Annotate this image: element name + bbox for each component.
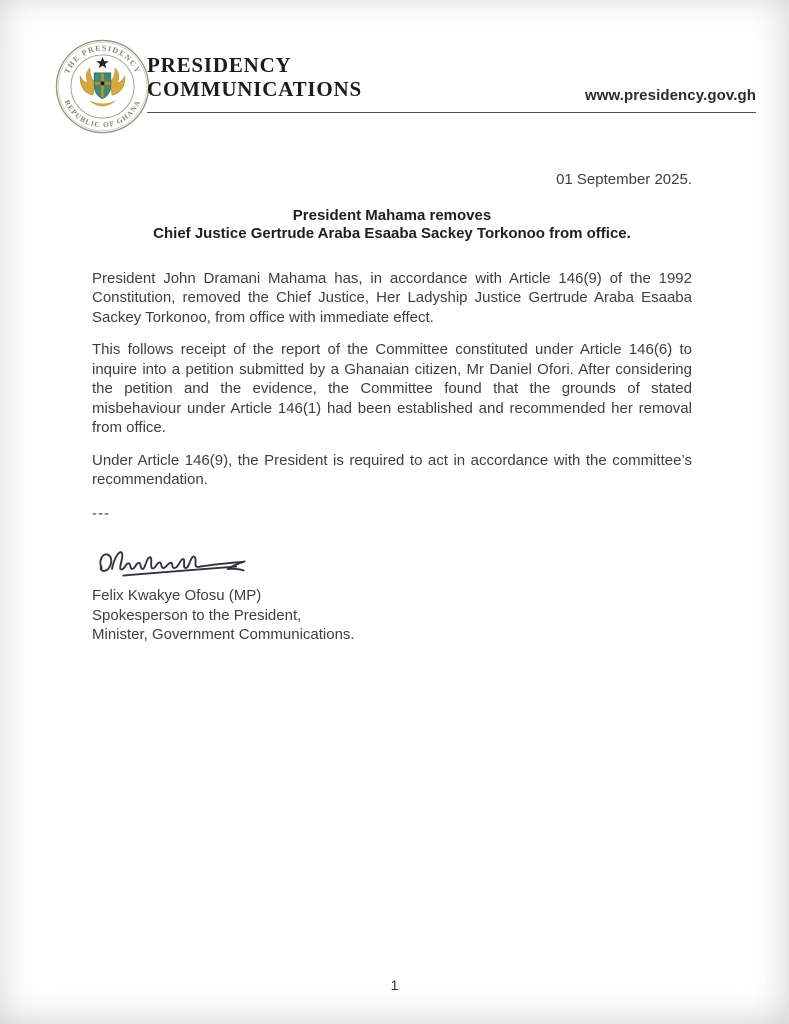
signatory-name: Felix Kwakye Ofosu (MP) [92, 587, 262, 604]
signatory-role1: Spokesperson to the President, [92, 606, 302, 624]
presidency-seal [54, 38, 151, 135]
masthead [147, 54, 362, 101]
signatory-block [92, 586, 692, 645]
letter-body [92, 170, 692, 645]
paragraph-1: President John Dramani Mahama has, in accordance with Article 146(9) of the 1992 Constitution, removed the Chief Justice, Her Ladyship Justice Gertrude Araba Esaaba Sackey Torkonoo, from office with immediate effect. [92, 269, 692, 326]
signatory-role2: Minister, Government Communications. [92, 626, 355, 643]
letter-date: 01 September 2025. [556, 171, 692, 188]
header-divider [147, 112, 756, 113]
letter-title-line2: Chief Justice Gertrude Araba Esaaba Sackey Torkonoo from office. [153, 225, 631, 242]
seal-bottom-text: REPUBLIC OF GHANA [62, 98, 143, 130]
shield-center-dot [100, 81, 104, 85]
masthead-line2: COMMUNICATIONS [147, 76, 362, 101]
handwritten-signature [94, 537, 256, 584]
letter-title-line1: President Mahama removes [292, 206, 492, 224]
paragraph-2: This follows receipt of the report of the Committee constituted under Article 146(6) to inquire into a petition submitted by a Ghanaian citizen, Mr Daniel Ofori. After considering the petition and the evidence, the Committee found that the grounds of stated misbehaviour under Article 146(1) had been established and recommended her removal from office. [92, 341, 692, 436]
masthead-line1: PRESIDENCY [147, 53, 292, 77]
paragraph-3: Under Article 146(9), the President is required to act in accordance with the committee’s recommendation. [92, 451, 692, 488]
letter-title [92, 207, 692, 244]
seal-top-text: THE PRESIDENCY [62, 43, 143, 76]
website-url: www.presidency.gov.gh [584, 87, 756, 104]
page-number: 1 [390, 977, 399, 993]
end-separator: --- [92, 504, 110, 522]
